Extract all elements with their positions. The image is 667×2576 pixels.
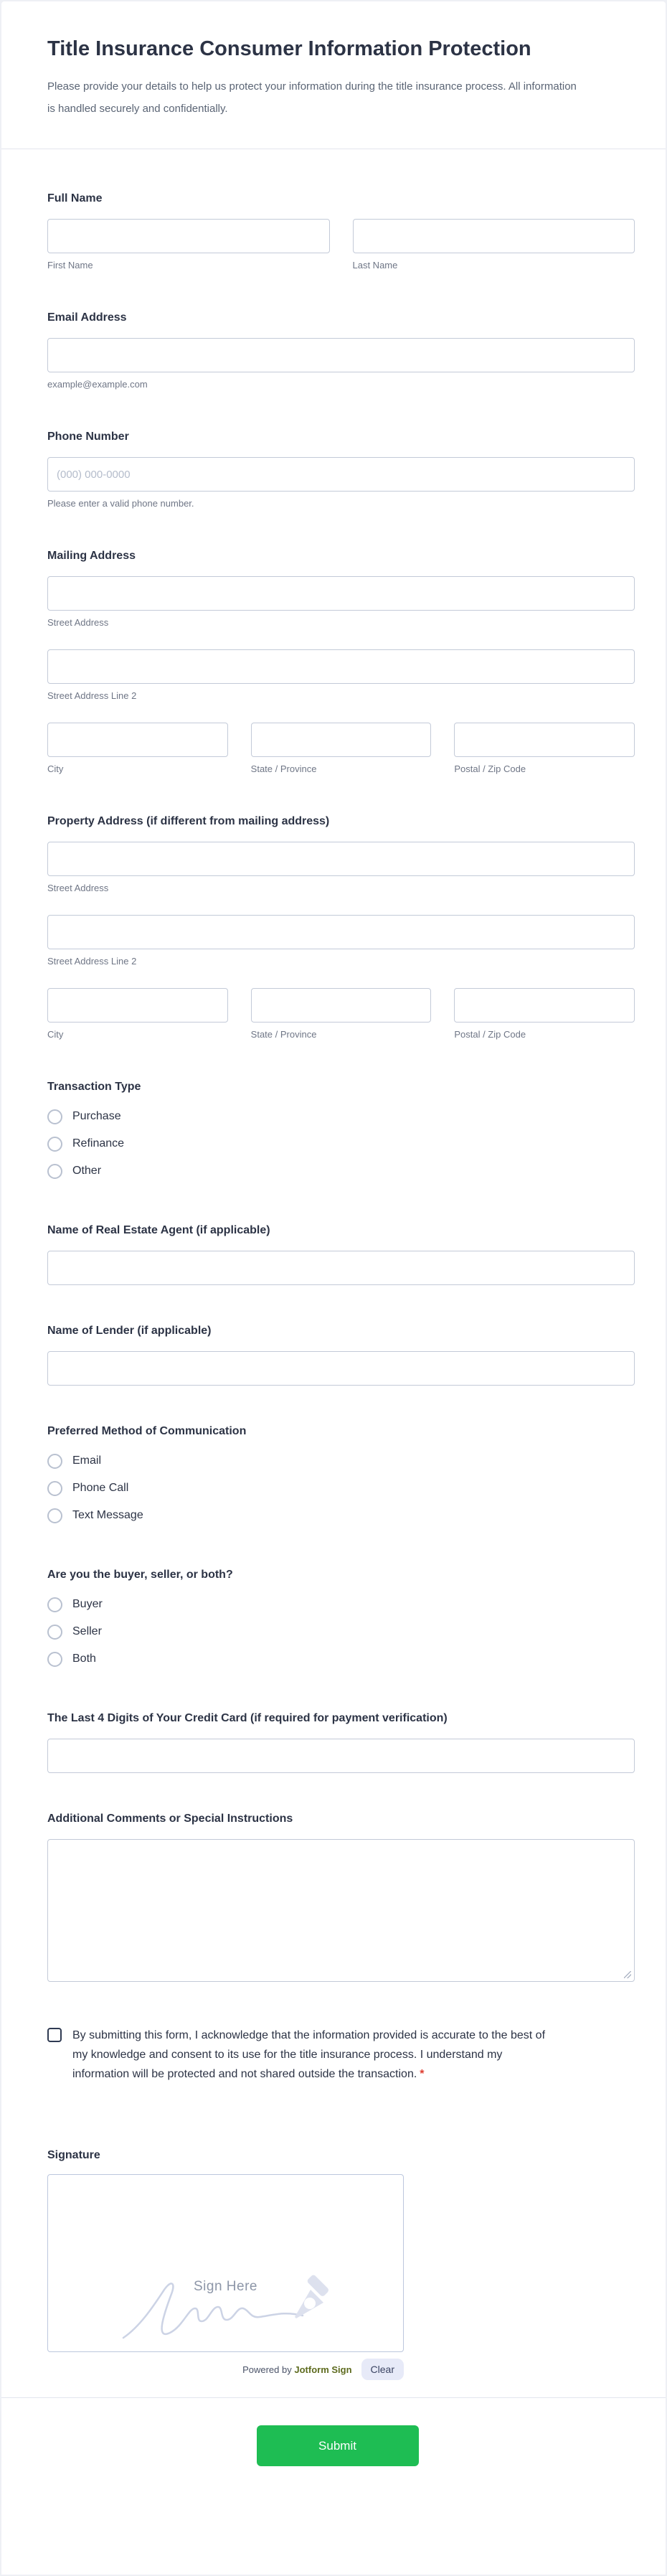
form-body [47, 149, 635, 2466]
question-lender [47, 1322, 635, 1386]
email-hint: example@example.com [47, 379, 148, 390]
agent-label: Name of Real Estate Agent (if applicable) [47, 1224, 270, 1236]
email-input[interactable] [47, 338, 635, 372]
question-mailing-address [47, 547, 635, 776]
property-state-sublabel: State / Province [250, 1029, 317, 1040]
phone-input[interactable] [47, 457, 635, 492]
form-card [1, 1, 666, 2575]
property-street2-input[interactable] [47, 915, 635, 949]
credit-card-input[interactable] [47, 1739, 635, 1773]
consent-text [72, 2026, 558, 2084]
radio-transaction-other[interactable] [47, 1157, 635, 1185]
radio-comm-text-message[interactable] [47, 1502, 635, 1529]
consent-text-body: By submitting this form, I acknowledge that the information provided is accurate to the best of my knowledge and consent to its use for the title insurance process. I understand my information will be protected and not shared outside the transaction. [72, 2029, 546, 2080]
radio-icon[interactable] [47, 1625, 62, 1640]
mailing-address-label: Mailing Address [47, 550, 136, 562]
signature-squiggle [48, 2175, 403, 2351]
comments-textarea[interactable] [47, 1839, 635, 1982]
sign-here-text: Sign Here [194, 2279, 257, 2294]
property-street2-sublabel: Street Address Line 2 [47, 956, 137, 967]
question-full-name [47, 190, 635, 272]
mailing-state-input[interactable] [251, 723, 432, 757]
page-title: Title Insurance Consumer Information Protection [47, 37, 531, 60]
radio-icon[interactable] [47, 1109, 62, 1124]
question-role [47, 1566, 635, 1673]
radio-icon[interactable] [47, 1137, 62, 1152]
lender-label: Name of Lender (if applicable) [47, 1325, 212, 1337]
mailing-city-input[interactable] [47, 723, 228, 757]
first-name-input[interactable] [47, 219, 330, 253]
property-city-input[interactable] [47, 988, 228, 1023]
full-name-label: Full Name [47, 192, 103, 205]
property-street-sublabel: Street Address [47, 883, 109, 893]
radio-label: Email [72, 1454, 102, 1467]
role-label: Are you the buyer, seller, or both? [47, 1569, 233, 1581]
pen-nib-icon [295, 2274, 330, 2318]
radio-label: Seller [72, 1625, 102, 1637]
question-communication [47, 1423, 635, 1529]
radio-label: Phone Call [72, 1482, 129, 1494]
question-transaction-type [47, 1078, 635, 1185]
question-agent [47, 1222, 635, 1285]
radio-transaction-purchase[interactable] [47, 1103, 635, 1130]
property-street-input[interactable] [47, 842, 635, 876]
credit-card-label: The Last 4 Digits of Your Credit Card (if required for payment verification) [47, 1712, 448, 1724]
signature-pad[interactable] [47, 2174, 404, 2352]
question-comments [47, 1810, 635, 1982]
agent-input[interactable] [47, 1251, 635, 1285]
property-state-input[interactable] [251, 988, 432, 1023]
email-label: Email Address [47, 311, 127, 324]
required-asterisk: * [420, 2068, 425, 2080]
phone-hint: Please enter a valid phone number. [47, 498, 194, 509]
lender-input[interactable] [47, 1351, 635, 1386]
last-name-input[interactable] [353, 219, 635, 253]
powered-by-text [242, 2364, 351, 2375]
radio-role-both[interactable] [47, 1645, 635, 1673]
first-name-sublabel: First Name [47, 260, 93, 271]
radio-label: Other [72, 1165, 102, 1177]
mailing-street2-input[interactable] [47, 649, 635, 684]
mailing-street2-sublabel: Street Address Line 2 [47, 690, 137, 701]
communication-label: Preferred Method of Communication [47, 1425, 247, 1437]
phone-label: Phone Number [47, 431, 129, 443]
signature-footer [47, 2359, 404, 2380]
radio-role-seller[interactable] [47, 1618, 635, 1645]
property-address-label: Property Address (if different from mailing address) [47, 815, 330, 827]
property-city-sublabel: City [47, 1029, 64, 1040]
submit-area [40, 2398, 635, 2466]
submit-button[interactable]: Submit [257, 2425, 419, 2466]
consent-checkbox[interactable] [47, 2028, 62, 2042]
clear-signature-button[interactable]: Clear [361, 2359, 404, 2380]
question-signature [47, 2147, 635, 2380]
mailing-street-sublabel: Street Address [47, 617, 109, 628]
comments-label: Additional Comments or Special Instructions [47, 1813, 293, 1825]
radio-label: Refinance [72, 1137, 125, 1150]
question-property-address [47, 813, 635, 1041]
mailing-state-sublabel: State / Province [250, 763, 317, 774]
last-name-sublabel: Last Name [352, 260, 398, 271]
consent-row [47, 2026, 558, 2084]
mailing-city-sublabel: City [47, 763, 64, 774]
radio-icon[interactable] [47, 1652, 62, 1667]
question-credit-card [47, 1710, 635, 1773]
radio-label: Both [72, 1653, 96, 1665]
radio-label: Text Message [72, 1509, 143, 1521]
question-email [47, 309, 635, 391]
transaction-type-label: Transaction Type [47, 1081, 141, 1093]
radio-label: Buyer [72, 1598, 103, 1610]
resize-handle-icon[interactable] [624, 1971, 631, 1978]
property-postal-input[interactable] [454, 988, 635, 1023]
mailing-postal-sublabel: Postal / Zip Code [454, 763, 526, 774]
question-phone [47, 428, 635, 510]
radio-icon[interactable] [47, 1597, 62, 1612]
radio-transaction-refinance[interactable] [47, 1130, 635, 1157]
page-subtitle: Please provide your details to help us protect your information during the title insurance process. All information is handled securely and confidentially. [47, 80, 577, 115]
signature-label: Signature [47, 2149, 100, 2161]
radio-icon[interactable] [47, 1164, 62, 1179]
property-postal-sublabel: Postal / Zip Code [454, 1029, 526, 1040]
powered-by-label: Powered by [242, 2364, 292, 2375]
radio-icon[interactable] [47, 1508, 62, 1523]
mailing-postal-input[interactable] [454, 723, 635, 757]
mailing-street-input[interactable] [47, 576, 635, 611]
radio-icon[interactable] [47, 1454, 62, 1469]
radio-icon[interactable] [47, 1481, 62, 1496]
radio-label: Purchase [72, 1110, 121, 1122]
radio-comm-phone-call[interactable] [47, 1475, 635, 1502]
radio-role-buyer[interactable] [47, 1591, 635, 1618]
radio-comm-email[interactable] [47, 1447, 635, 1475]
jotform-sign-brand: Jotform Sign [294, 2364, 352, 2375]
